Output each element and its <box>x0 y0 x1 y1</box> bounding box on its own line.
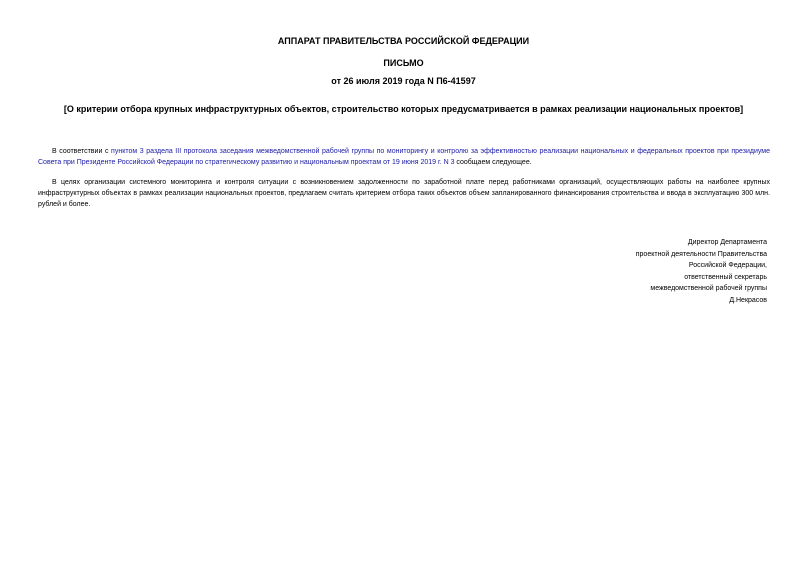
paragraph-2: В целях организации системного мониторинга и контроля ситуации с возникновением задолженности по заработной плате перед работниками организаций, осуществляющих работы на наиболее крупных инфраструктурных объектах в рамках реализации национальных проектов, предлагаем считать критерием отбора таких объектов объем запланированного финансирования строительства и ввода в эксплуатацию 300 млн. рублей и более. <box>38 179 770 208</box>
document-date: от 26 июля 2019 года N П6-41597 <box>331 76 476 86</box>
signature-line: Директор Департамента <box>687 239 767 246</box>
paragraph-1-text-end: сообщаем следующее. <box>454 159 532 166</box>
paragraph-1-text-start: В соответствии с <box>52 148 112 155</box>
signature-line: ответственный секретарь <box>684 273 767 281</box>
signature-line: Российской Федерации, <box>688 262 767 269</box>
signature-name: Д.Некрасов <box>729 296 767 304</box>
issuer-heading: АППАРАТ ПРАВИТЕЛЬСТВА РОССИЙСКОЙ ФЕДЕРАЦИИ <box>277 36 530 46</box>
signature-line: межведомственной рабочей группы <box>650 285 767 292</box>
document-type: ПИСЬМО <box>383 58 424 68</box>
signature-line: проектной деятельности Правительства <box>635 250 767 258</box>
document-subject: [О критерии отбора крупных инфраструктурных объектов, строительство которых предусматривается в рамках реализации национальных проектов] <box>63 104 744 114</box>
paragraph-1 <box>38 146 770 168</box>
link-section-reference[interactable]: пунктом 3 раздела III <box>111 148 182 155</box>
signature-block <box>636 237 767 306</box>
link-protocol[interactable]: протокола заседания межведомственной рабочей группы по мониторингу и контролю за эффективностью реализации национальных и федеральных проектов при президиуме Совета при Президенте Российской Федерации по стратегическому развитию и национальным проектам от 19 июня 2019 г. N 3 <box>38 148 770 166</box>
